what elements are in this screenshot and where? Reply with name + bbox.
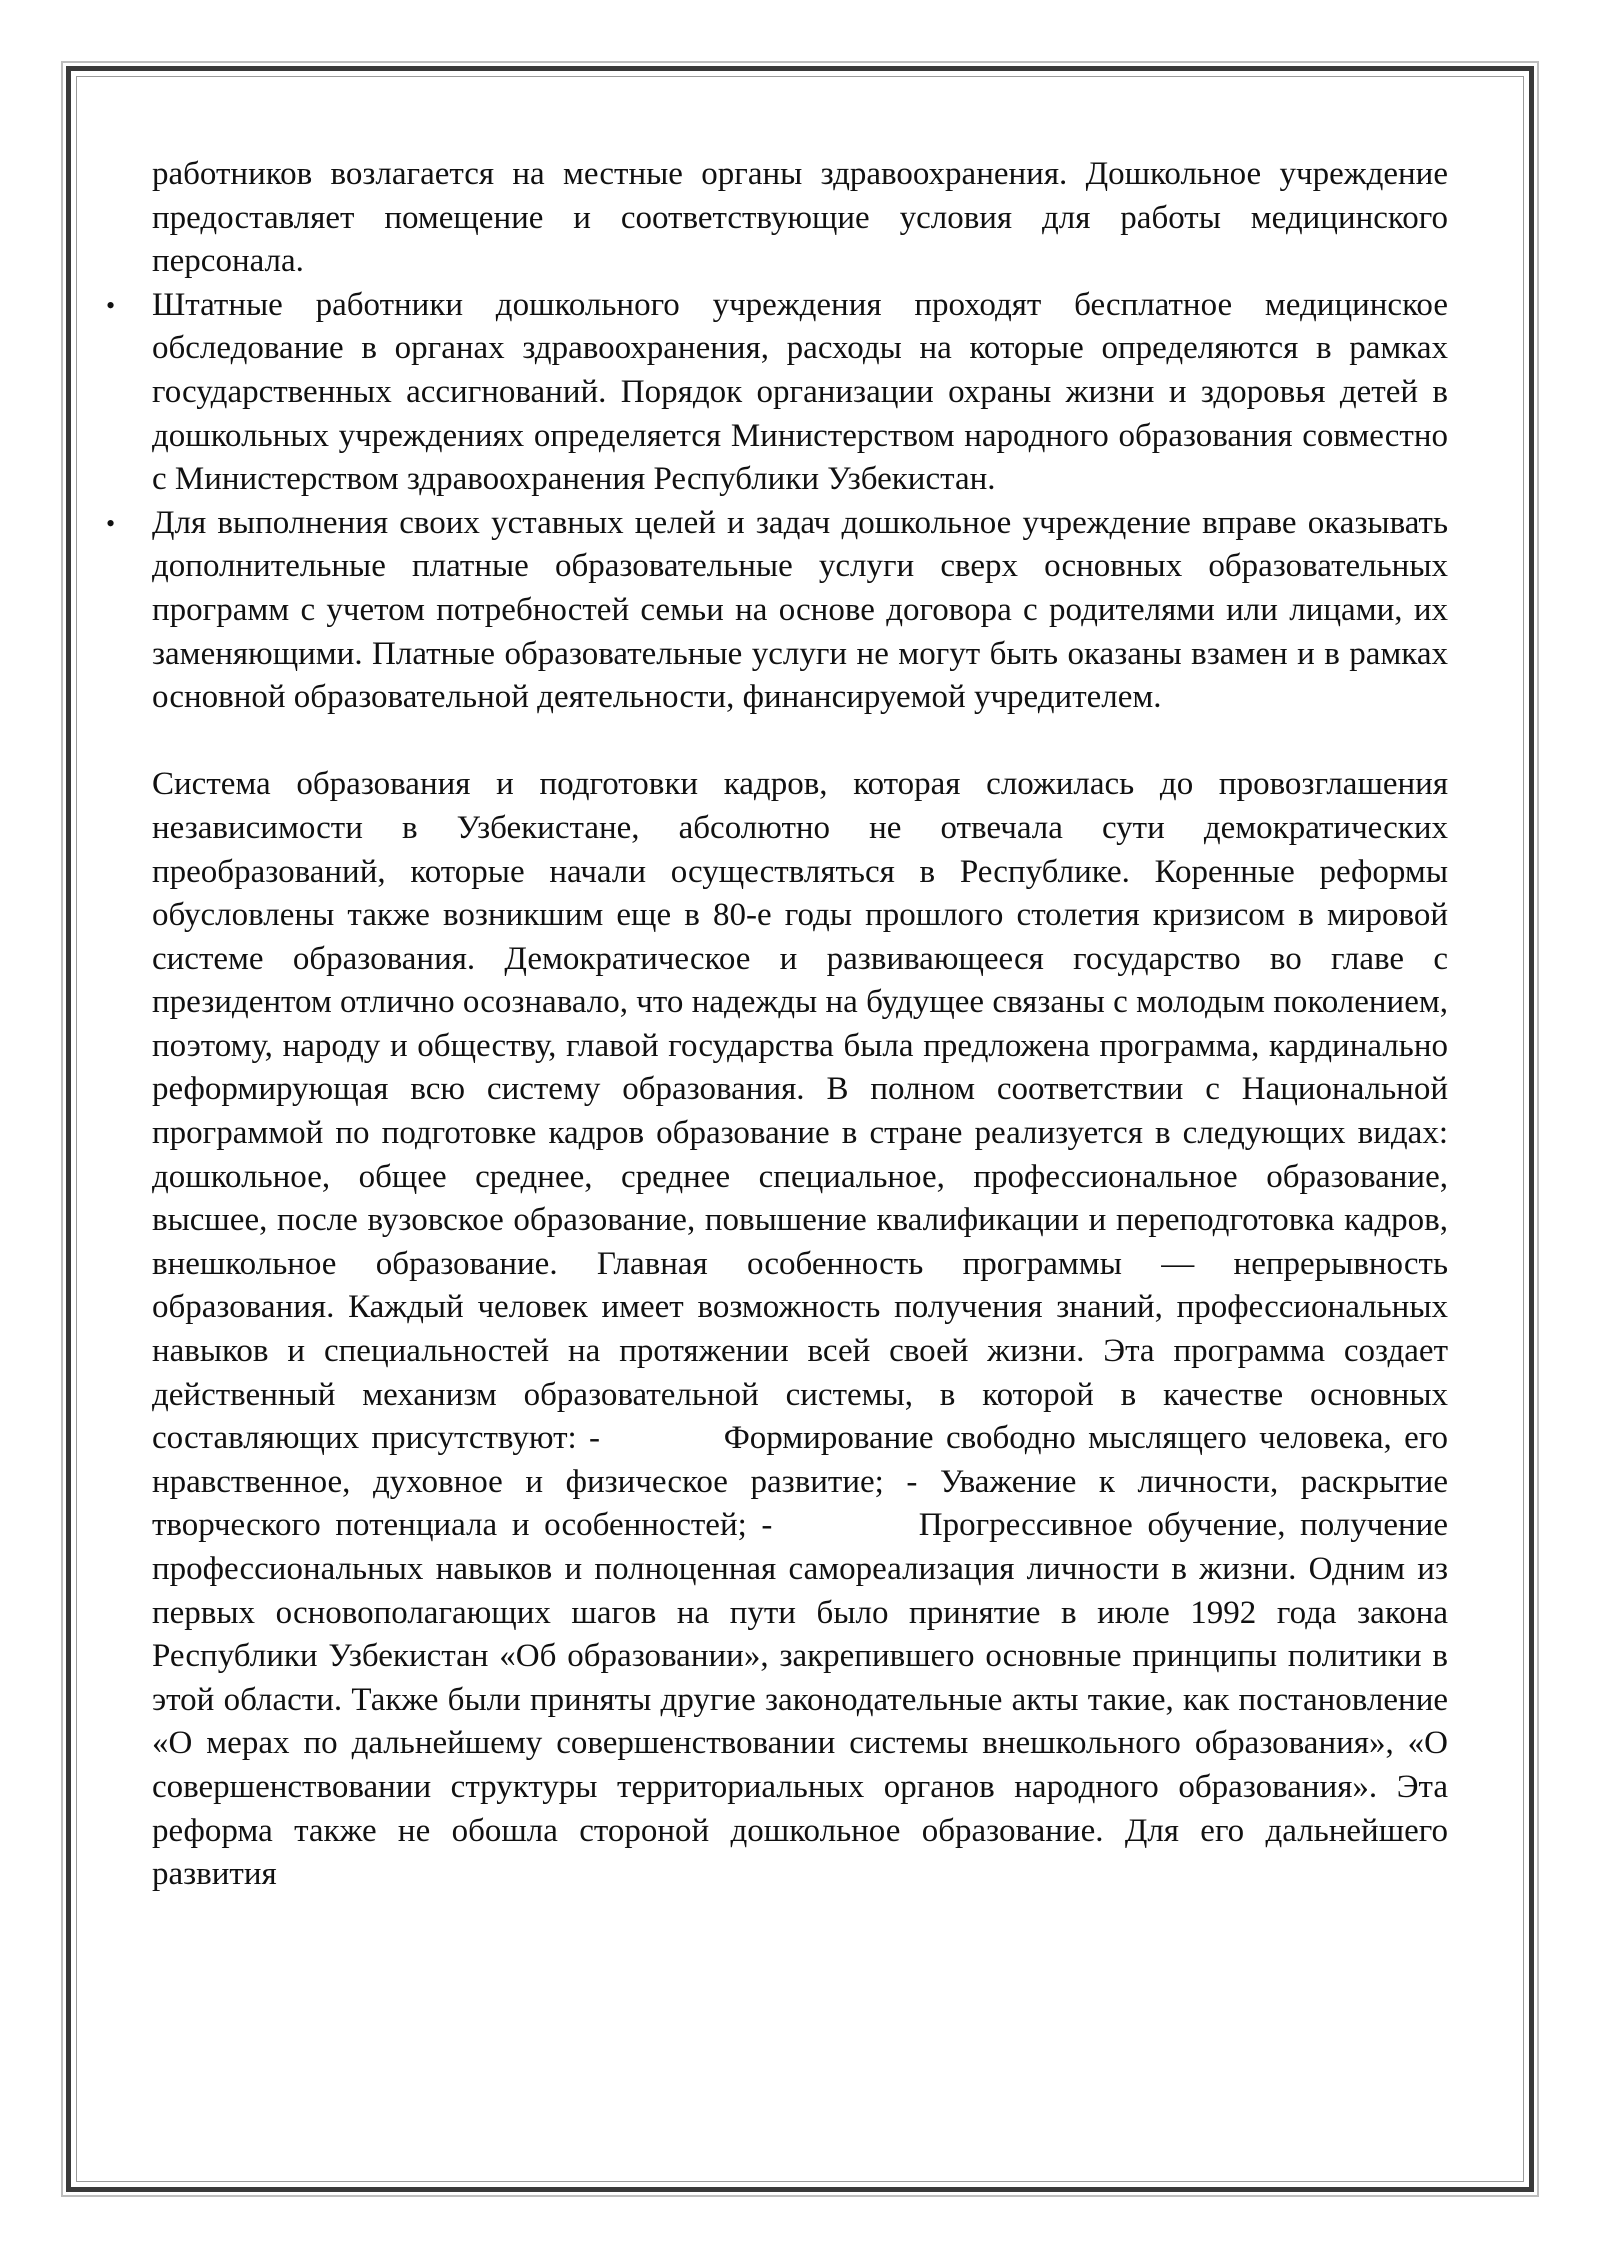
bullet-item-medical-exam: • Штатные работники дошкольного учреждения проходят бесплатное медицинское обследование в органах здравоохранения, расходы на которые определяются в рамках государственных ассигнований. Порядок организации охраны жизни и здоровья детей в дошкольных учреждениях определяется Министерством народного образования совместно с Министерством здравоохранения Республики Узбекистан. <box>152 284 1448 502</box>
bullet-item-paid-services: • Для выполнения своих уставных целей и задач дошкольное учреждение вправе оказывать дополнительные платные образовательные услуги сверх основных образовательных программ с учетом потребностей семьи на основе договора с родителями или лицами, их заменяющими. Платные образовательные услуги не могут быть оказаны взамен и в рамках основной образовательной деятельности, финансируемой учредителем. <box>152 502 1448 720</box>
bullet-list <box>152 284 1448 720</box>
document-body <box>152 153 1448 1897</box>
main-paragraph: Система образования и подготовки кадров, которая сложилась до провозглашения независимости в Узбекистане, абсолютно не отвечала сути демократических преобразований, которые начали осуществляться в Республике. Коренные реформы обусловлены также возникшим еще в 80-е годы прошлого столетия кризисом в мировой системе образования. Демократическое и развивающееся государство во главе с президентом отлично осознавало, что надежды на будущее связаны с молодым поколением, поэтому, народу и обществу, главой государства была предложена программа, кардинально реформирующая всю систему образования. В полном соответствии с Национальной программой по подготовке кадров образование в стране реализуется в следующих видах: дошкольное, общее среднее, среднее специальное, профессиональное образование, высшее, после вузовское образование, повышение квалификации и переподготовка кадров, внешкольное образование. Главная особенность программы — непрерывность образования. Каждый человек имеет возможность получения знаний, профессиональных навыков и специальностей на протяжении всей своей жизни. Эта программа создает действенный механизм образовательной системы, в которой в качестве основных составляющих присутствуют: - Формирование свободно мыслящего человека, его нравственное, духовное и физическое развитие; - Уважение к личности, раскрытие творческого потенциала и особенностей; - Прогрессивное обучение, получение профессиональных навыков и полноценная самореализация личности в жизни. Одним из первых основополагающих шагов на пути было принятие в июле 1992 года закона Республики Узбекистан «Об образовании», закрепившего основные принципы политики в этой области. Также были приняты другие законодательные акты такие, как постановление «О мерах по дальнейшему совершенствовании системы внешкольного образования», «О совершенствовании структуры территориальных органов народного образования». Эта реформа также не обошла стороной дошкольное образование. Для его дальнейшего развития <box>152 766 1448 1893</box>
intro-paragraph: работников возлагается на местные органы здравоохранения. Дошкольное учреждение предоставляет помещение и соответствующие условия для работы медицинского персонала. <box>152 156 1448 280</box>
paragraph-gap <box>152 720 1448 764</box>
